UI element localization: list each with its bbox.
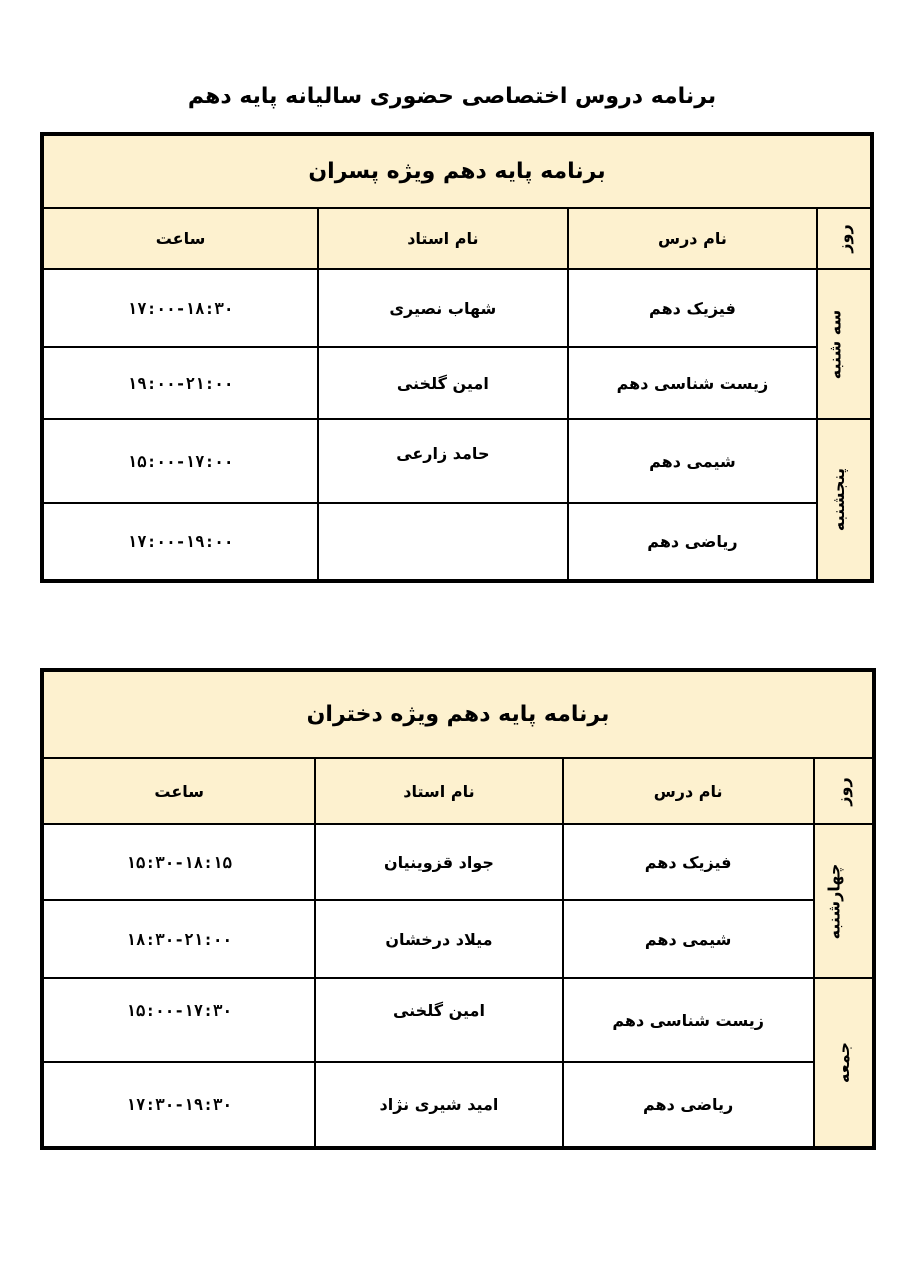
table-row	[42, 269, 872, 347]
teacher-cell: امین گلخنی	[315, 978, 562, 1062]
time-cell: ۱۵:۰۰-۱۷:۰۰	[42, 419, 318, 503]
teacher-header: نام استاد	[315, 758, 562, 824]
course-cell: شیمی دهم	[563, 900, 814, 978]
day-header: روز	[814, 758, 874, 824]
time-header: ساعت	[42, 208, 318, 269]
day-cell: سه شنبه	[817, 269, 872, 419]
course-cell: شیمی دهم	[568, 419, 818, 503]
course-cell: زیست شناسی دهم	[568, 347, 818, 419]
teacher-cell: میلاد درخشان	[315, 900, 562, 978]
time-cell: ۱۷:۰۰-۱۹:۰۰	[42, 503, 318, 581]
day-cell: پنجشنبه	[817, 419, 872, 581]
table-row	[42, 419, 872, 503]
day-cell: جمعه	[814, 978, 874, 1148]
boys-table-title: برنامه پایه دهم ویژه پسران	[42, 134, 872, 208]
teacher-header: نام استاد	[318, 208, 568, 269]
course-header: نام درس	[563, 758, 814, 824]
time-cell: ۱۵:۰۰-۱۷:۳۰	[42, 978, 315, 1062]
course-cell: فیزیک دهم	[568, 269, 818, 347]
table-row	[42, 1062, 874, 1148]
time-cell: ۱۷:۳۰-۱۹:۳۰	[42, 1062, 315, 1148]
girls-schedule-table	[40, 668, 876, 1150]
course-cell: ریاضی دهم	[568, 503, 818, 581]
time-cell: ۱۷:۰۰-۱۸:۳۰	[42, 269, 318, 347]
girls-table-title: برنامه پایه دهم ویژه دختران	[42, 670, 874, 758]
teacher-cell: شهاب نصیری	[318, 269, 568, 347]
teacher-cell: حامد زارعی	[318, 419, 568, 503]
teacher-cell: امین گلخنی	[318, 347, 568, 419]
course-header: نام درس	[568, 208, 818, 269]
table-row	[42, 824, 874, 900]
course-cell: ریاضی دهم	[563, 1062, 814, 1148]
boys-schedule-table	[40, 132, 874, 583]
table-row	[42, 978, 874, 1062]
course-cell: زیست شناسی دهم	[563, 978, 814, 1062]
day-cell: چهارشنبه	[814, 824, 874, 978]
teacher-cell: جواد قزوینیان	[315, 824, 562, 900]
table-row	[42, 347, 872, 419]
time-header: ساعت	[42, 758, 315, 824]
teacher-cell: امید شیری نژاد	[315, 1062, 562, 1148]
time-cell: ۱۹:۰۰-۲۱:۰۰	[42, 347, 318, 419]
page-title: برنامه دروس اختصاصی حضوری سالیانه پایه دهم	[187, 84, 717, 109]
table-row	[42, 503, 872, 581]
time-cell: ۱۵:۳۰-۱۸:۱۵	[42, 824, 315, 900]
table-row	[42, 900, 874, 978]
teacher-cell	[318, 503, 568, 581]
time-cell: ۱۸:۳۰-۲۱:۰۰	[42, 900, 315, 978]
day-header: روز	[817, 208, 872, 269]
course-cell: فیزیک دهم	[563, 824, 814, 900]
